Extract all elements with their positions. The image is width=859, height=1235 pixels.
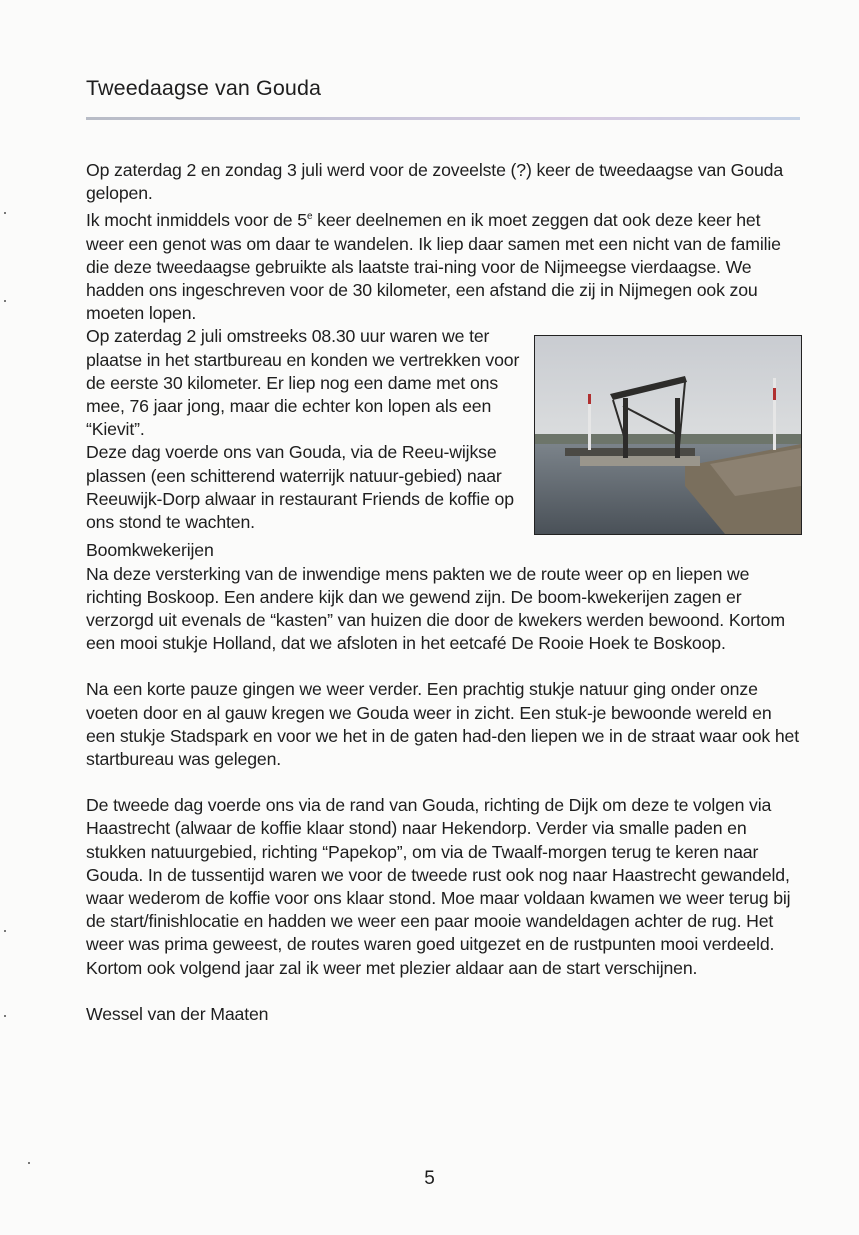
intro-text-b: keer deelnemen en ik moet zeggen dat ook deze keer het weer een genot was om daar te wandelen. Ik liep daar samen met een nicht van de familie die deze tweedaagse gebruikte als laatste trai-ning voor de Nijmeegse vierdaagse. We hadden ons ingeschreven voor de 30 kilometer, een afstand die zij in Nijmegen ook zou moeten lopen. (86, 210, 781, 324)
title-divider (86, 117, 800, 120)
scan-mark (4, 300, 6, 302)
page-number: 5 (424, 1168, 435, 1189)
intro-paragraph-2 (86, 205, 802, 325)
scan-mark (28, 1162, 30, 1164)
horizon-field (535, 434, 801, 444)
signature: Wessel van der Maaten (86, 1003, 269, 1024)
pole-left-mark (588, 394, 591, 404)
intro-text-a: Ik mocht inmiddels voor de 5 (86, 210, 307, 231)
pause-paragraph: Na een korte pauze gingen we weer verder. Een prachtig stukje natuur ging onder onze voeten door en al gauw kregen we Gouda weer in zicht. Een stuk-je bewoonde wereld en een stukje Stadspark en voor we het in de gaten had-den liepen we in de straat waar ook het startbureau was gelegen. (86, 679, 799, 769)
page-title: Tweedaagse van Gouda (86, 76, 322, 100)
scan-mark (4, 930, 6, 932)
bridge-post-right (675, 398, 680, 458)
drawbridge-image (535, 336, 801, 534)
boomkwekerijen-paragraph: Na deze versterking van de inwendige mens pakten we de route weer op en liepen we richting Boskoop. Een andere kijk dan we gewend zijn. De boom-kwekerijen zagen er verzorgd uit evenals de “kasten” van huizen die door de kwekers werden bewoond. Kortom een mooi stukje Holland, dat we afsloten in het eetcafé De Rooie Hoek te Boskoop. (86, 563, 785, 654)
scan-mark (4, 1015, 6, 1017)
day1-route-paragraph: Deze dag voerde ons van Gouda, via de Reeu-wijkse plassen (een schitterend waterrijk natuur-gebied) naar Reeuwijk-Dorp alwaar in restaurant Friends de koffie op ons stond te wachten. (86, 442, 514, 532)
pole-right-mark (773, 388, 776, 400)
section-heading: Boomkwekerijen (86, 540, 214, 561)
drawbridge-photo (534, 335, 802, 535)
scan-mark (4, 212, 6, 214)
intro-paragraph: Op zaterdag 2 en zondag 3 juli werd voor de zoveelste (?) keer de tweedaagse van Gouda gelopen. (86, 160, 784, 204)
day1-paragraph: Op zaterdag 2 juli omstreeks 08.30 uur waren we ter plaatse in het startbureau en konden we vertrekken voor de eerste 30 kilometer. Er liep nog een dame met ons mee, 76 jaar jong, maar die echter kon lopen als een “Kievit”. (86, 326, 520, 440)
day2-paragraph: De tweede dag voerde ons via de rand van Gouda, richting de Dijk om deze te volgen via Haastrecht (alwaar de koffie klaar stond) naar Hekendorp. Verder via smalle paden en stukken natuurgebied, richting “Papekop”, om via de Twaalf-morgen terug te keren naar Gouda. In de tussentijd waren we voor de tweede rust ook nog naar Haastrecht gewandeld, waar wederom de koffie voor ons klaar stond. Moe maar voldaan kwamen we weer terug bij de start/finishlocatie en hadden we weer een paar mooie wandeldagen achter de rug. Het weer was prima geweest, de routes waren goed uitgezet en de rustpunten mooi verdeeld. Kortom ook volgend jaar zal ik weer met plezier aldaar aan de start verschijnen. (86, 795, 791, 978)
article-body (86, 159, 802, 1026)
ordinal-suffix: e (306, 211, 313, 223)
quay (580, 456, 700, 466)
